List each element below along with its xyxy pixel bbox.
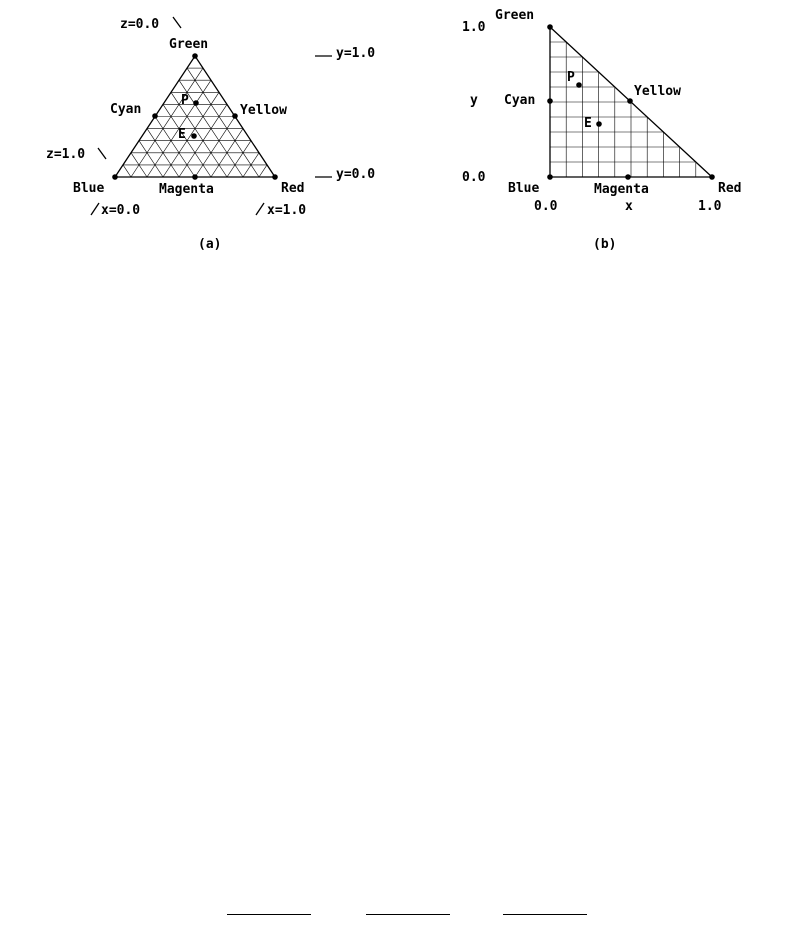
label-x1: x=1.0 (267, 203, 307, 218)
point-e-marker-b (596, 121, 602, 127)
label-y-bottom: 0.0 (462, 170, 486, 185)
vertex-blue-b (547, 174, 553, 180)
label-x0: x=0.0 (101, 203, 141, 218)
vertex-yellow (232, 113, 238, 119)
x1-tick (256, 203, 264, 215)
label-point-p: P (181, 93, 189, 108)
grid-line-x (227, 141, 251, 177)
footer-rule-3 (503, 914, 587, 915)
panel-b (462, 8, 741, 252)
grid-line-z (187, 68, 259, 177)
grid-line-z (123, 165, 131, 177)
label-z0: z=0.0 (120, 17, 160, 32)
panel-b-grid (550, 42, 696, 177)
grid-line-z (155, 117, 195, 178)
label-blue-b: Blue (508, 181, 540, 196)
grid-line-x (259, 165, 267, 177)
label-point-p-b: P (567, 70, 575, 85)
label-x-right: 1.0 (698, 199, 722, 214)
label-y-top: 1.0 (462, 20, 486, 35)
grid-line-x (163, 92, 219, 177)
vertex-blue (112, 174, 118, 180)
label-red-b: Red (718, 181, 742, 196)
point-p-marker-b (576, 82, 582, 88)
label-yellow: Yellow (240, 103, 287, 118)
grid-line-x (195, 117, 235, 178)
footer-rule-1 (227, 914, 311, 915)
label-x-axis: x (625, 199, 633, 214)
label-y0: y=0.0 (336, 167, 376, 182)
label-blue: Blue (73, 181, 105, 196)
vertex-cyan-b (547, 98, 553, 104)
grid-line-x (131, 68, 203, 177)
label-point-e: E (178, 127, 186, 142)
vertex-cyan (152, 113, 158, 119)
vertex-green (192, 53, 198, 59)
label-yellow-b: Yellow (634, 84, 681, 99)
vertex-red-b (709, 174, 715, 180)
panel-a-grid (123, 68, 267, 177)
x0-tick (91, 203, 99, 215)
vertex-red (272, 174, 278, 180)
caption-a: (a) (198, 237, 222, 252)
caption-b: (b) (593, 237, 617, 252)
panel-a (46, 17, 375, 252)
label-point-e-b: E (584, 116, 592, 131)
vertex-magenta (192, 174, 198, 180)
label-red: Red (281, 181, 305, 196)
label-cyan: Cyan (110, 102, 142, 117)
label-magenta: Magenta (159, 182, 214, 197)
label-y-axis: y (470, 93, 478, 108)
footer-rule-2 (366, 914, 450, 915)
label-y1: y=1.0 (336, 46, 376, 61)
label-cyan-b: Cyan (504, 93, 536, 108)
label-magenta-b: Magenta (594, 182, 649, 197)
point-p-marker (193, 100, 199, 106)
vertex-green-b (547, 24, 553, 30)
vertex-magenta-b (625, 174, 631, 180)
grid-line-z (139, 141, 163, 177)
label-x-left: 0.0 (534, 199, 558, 214)
label-z1: z=1.0 (46, 147, 86, 162)
point-e-marker (191, 133, 197, 139)
label-green: Green (169, 37, 209, 52)
label-green-b: Green (495, 8, 535, 23)
vertex-yellow-b (627, 98, 633, 104)
z1-tick (98, 148, 106, 159)
z0-tick (173, 17, 181, 28)
